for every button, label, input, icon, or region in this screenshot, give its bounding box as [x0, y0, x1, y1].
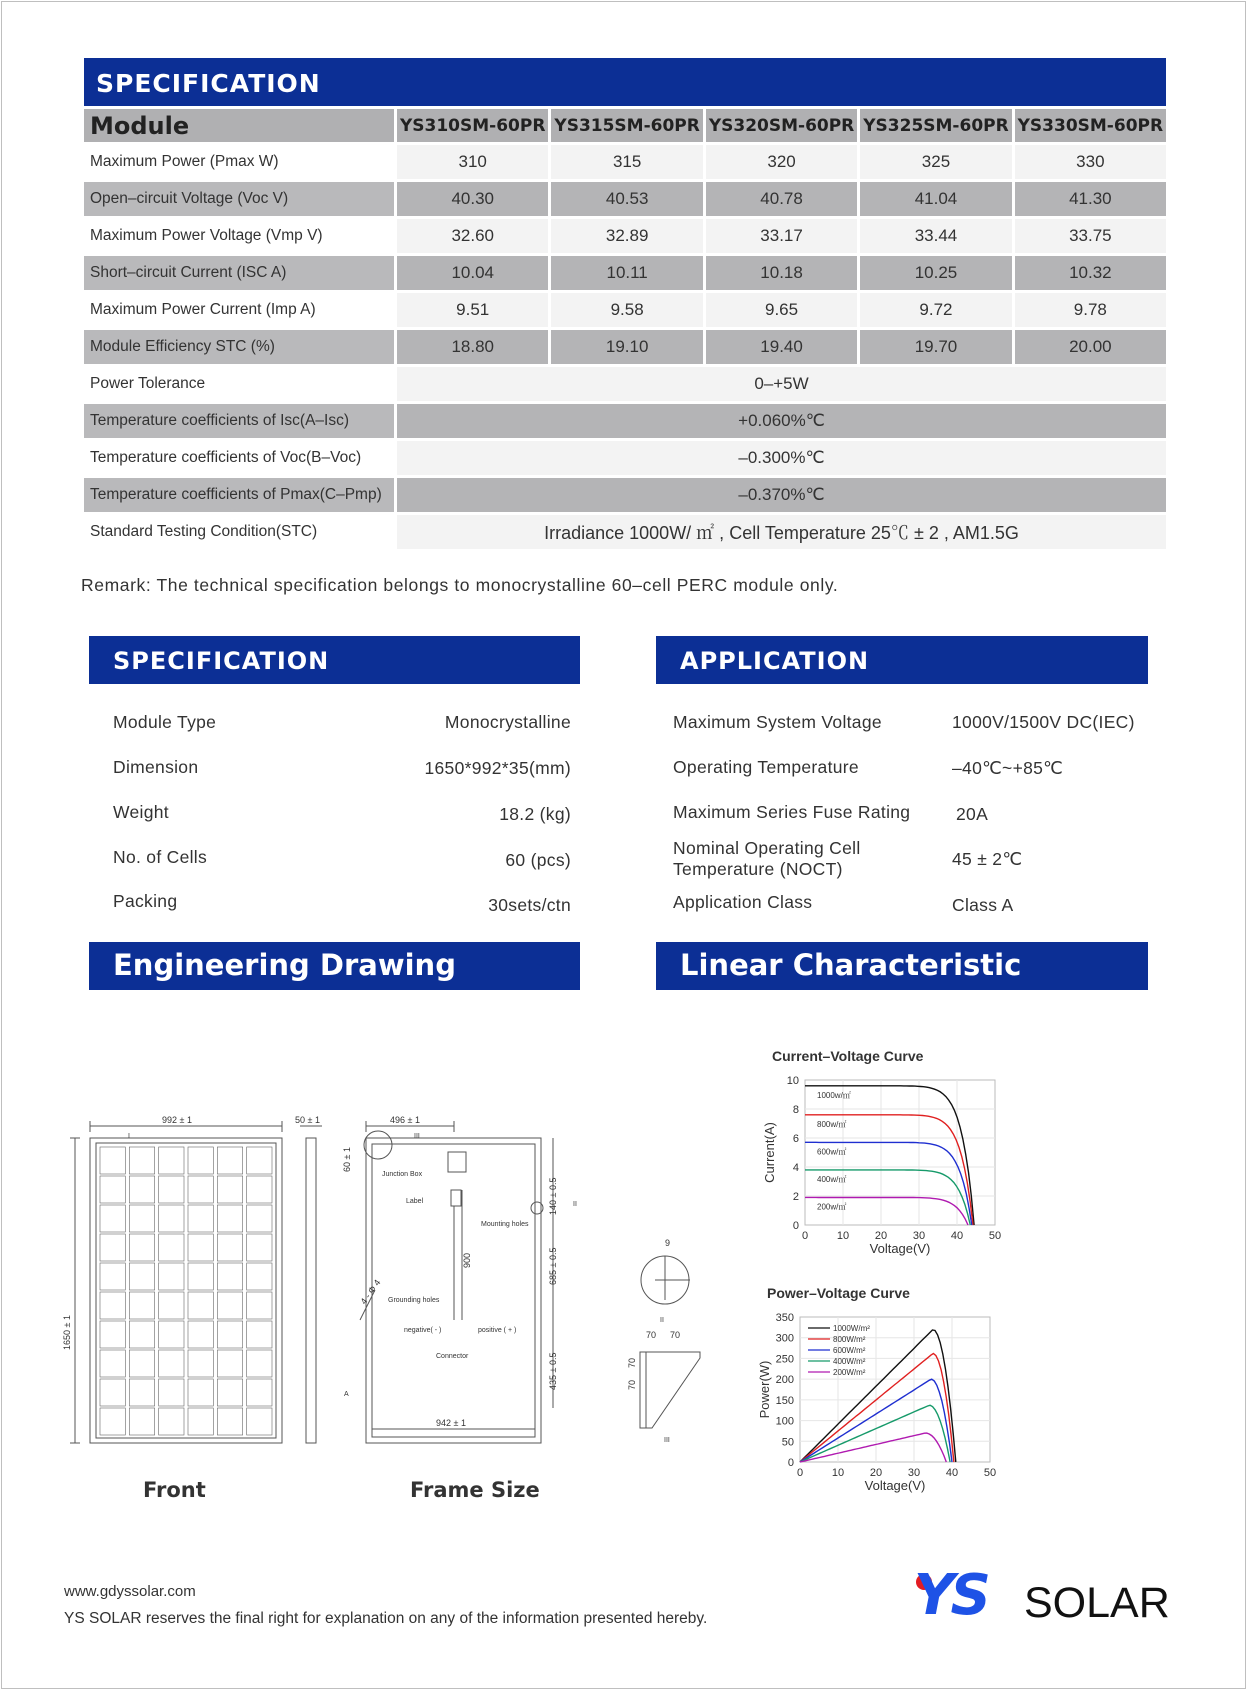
- cell: 10.11: [551, 256, 705, 293]
- cell: 41.30: [1015, 182, 1166, 219]
- solar-cell: [100, 1234, 125, 1261]
- solar-cell: [159, 1147, 184, 1174]
- cell: 9.58: [551, 293, 705, 330]
- engineering-drawing-header: Engineering Drawing: [89, 942, 580, 990]
- front-caption: Front: [143, 1478, 206, 1502]
- row-label: Short–circuit Current (ISC A): [84, 256, 397, 293]
- legend-label: 1000W/m²: [833, 1324, 870, 1333]
- solar-cell: [188, 1321, 213, 1348]
- y-axis-label: Current(A): [762, 1122, 777, 1183]
- solar-cell: [217, 1205, 242, 1232]
- y-tick-label: 0: [787, 1457, 794, 1469]
- label-shape: [451, 1190, 461, 1206]
- y-tick-label: 0: [792, 1220, 799, 1232]
- solar-cell: [217, 1176, 242, 1203]
- spec-value: Monocrystalline: [444, 712, 571, 732]
- cell: 10.32: [1015, 256, 1166, 293]
- merged-cell: +0.060%℃: [397, 404, 1166, 441]
- solar-cell: [129, 1379, 154, 1406]
- app-value: 45 ± 2℃: [952, 849, 1023, 869]
- row-label: Temperature coefficients of Pmax(C–Pmp): [84, 478, 397, 515]
- solar-cell: [100, 1408, 125, 1435]
- solar-cell: [159, 1350, 184, 1377]
- cell: 33.44: [860, 219, 1014, 256]
- height-dim-line: [70, 1138, 80, 1443]
- solar-cell: [100, 1176, 125, 1203]
- app-value: 20A: [956, 804, 989, 824]
- remark-text: Remark: The technical specification belongs to monocrystalline 60–cell PERC module only.: [81, 575, 839, 595]
- merged-cell: 0–+5W: [397, 367, 1166, 404]
- solar-cell: [217, 1321, 242, 1348]
- solar-cell: [100, 1350, 125, 1377]
- front-panel-outline: [90, 1138, 282, 1443]
- y-axis-label: Power(W): [757, 1360, 772, 1419]
- cell: 19.10: [551, 330, 705, 367]
- linear-characteristic-header: Linear Characteristic: [656, 942, 1148, 990]
- solar-cell: [129, 1408, 154, 1435]
- cell: 33.17: [706, 219, 860, 256]
- row-label: Module Efficiency STC (%): [84, 330, 397, 367]
- solar-cell: [217, 1234, 242, 1261]
- app-label-line2: Temperature (NOCT): [673, 859, 843, 879]
- cell: 325: [860, 145, 1014, 182]
- solar-cell: [129, 1234, 154, 1261]
- solar-cell: [129, 1350, 154, 1377]
- spec-label: Module Type: [113, 712, 217, 732]
- solar-cell: [247, 1292, 272, 1319]
- solar-cell: [100, 1263, 125, 1290]
- solar-cell: [247, 1263, 272, 1290]
- solar-cell: [217, 1147, 242, 1174]
- cell: 10.25: [860, 256, 1014, 293]
- y-tick-label: 150: [775, 1394, 794, 1407]
- solar-cell: [217, 1292, 242, 1319]
- solar-cell: [247, 1379, 272, 1406]
- logo-text: SOLAR: [1024, 1579, 1170, 1627]
- legend-label: 600W/m²: [833, 1346, 866, 1355]
- solar-cell: [100, 1147, 125, 1174]
- cell: 33.75: [1015, 219, 1166, 256]
- table-row: [84, 367, 1166, 404]
- table-row: [84, 515, 1166, 552]
- detail-circle-iii: [364, 1131, 392, 1159]
- solar-cell: [159, 1292, 184, 1319]
- solar-cell: [159, 1321, 184, 1348]
- solar-cell: [217, 1379, 242, 1406]
- application-section-header: APPLICATION: [656, 636, 1148, 684]
- series-label: 400w/㎡: [817, 1174, 847, 1184]
- x-tick-label: 50: [983, 1467, 997, 1479]
- cell: 9.78: [1015, 293, 1166, 330]
- app-label: Maximum Series Fuse Rating: [673, 802, 911, 822]
- spec-label: No. of Cells: [113, 847, 208, 867]
- solar-cell: [100, 1321, 125, 1348]
- x-tick-label: 10: [831, 1467, 845, 1479]
- solar-cell: [100, 1292, 125, 1319]
- cell: 41.04: [860, 182, 1014, 219]
- cell: 18.80: [397, 330, 551, 367]
- cell: 9.65: [706, 293, 860, 330]
- app-label: Operating Temperature: [673, 757, 859, 777]
- spec-value: 18.2 (kg): [499, 804, 571, 824]
- legend-label: 400W/m²: [833, 1357, 866, 1366]
- dim-140: 140 ± 0.5: [548, 1177, 558, 1215]
- spec-value: 30sets/ctn: [488, 895, 571, 915]
- y-tick-label: 50: [781, 1436, 794, 1449]
- table-row: [84, 478, 1166, 515]
- depth-dim: 50 ± 1: [295, 1115, 320, 1125]
- dim-685: 685 ± 0.5: [548, 1247, 558, 1285]
- spec-label: Dimension: [113, 757, 199, 777]
- dim-900: 900: [462, 1252, 472, 1268]
- app-value: –40℃~+85℃: [952, 758, 1064, 778]
- ys-solar-logo: [912, 1563, 1182, 1632]
- app-label: Nominal Operating Cell: [673, 838, 861, 858]
- solar-cell: [159, 1176, 184, 1203]
- y-tick-label: 10: [786, 1075, 799, 1087]
- mounting-holes-label: Mounting holes: [481, 1221, 529, 1228]
- y-tick-label: 300: [775, 1332, 794, 1345]
- solar-cell: [129, 1176, 154, 1203]
- solar-cell: [247, 1234, 272, 1261]
- solar-cell: [129, 1205, 154, 1232]
- x-tick-label: 40: [950, 1230, 964, 1242]
- footer-url: www.gdyssolar.com: [64, 1583, 196, 1600]
- solar-cell: [247, 1176, 272, 1203]
- cell-grid: [100, 1147, 272, 1435]
- half-width-dim-text: 496 ± 1: [390, 1115, 420, 1125]
- cell: 9.51: [397, 293, 551, 330]
- dim-435: 435 ± 0.5: [548, 1352, 558, 1390]
- x-tick-label: 40: [945, 1467, 959, 1479]
- x-tick-label: 10: [836, 1230, 850, 1242]
- cell: 32.89: [551, 219, 705, 256]
- cell: 320: [706, 145, 860, 182]
- cell: 40.78: [706, 182, 860, 219]
- cell: 315: [551, 145, 705, 182]
- x-tick-label: 30: [912, 1230, 926, 1242]
- series-line: [800, 1354, 954, 1463]
- spec-label: Weight: [113, 802, 169, 822]
- solar-cell: [247, 1350, 272, 1377]
- spec-section-header: SPECIFICATION: [89, 636, 580, 684]
- front-panel-inner: [96, 1143, 276, 1438]
- cell: 40.53: [551, 182, 705, 219]
- app-label: Maximum System Voltage: [673, 712, 882, 732]
- y-tick-label: 2: [792, 1191, 799, 1203]
- spec-table-header: SPECIFICATION: [84, 58, 1166, 106]
- module-label: Module: [84, 109, 397, 145]
- solar-cell: [247, 1147, 272, 1174]
- solar-cell: [100, 1205, 125, 1232]
- detail-iii-caption: III: [664, 1437, 670, 1444]
- merged-cell: Irradiance 1000W/ ㎡ , Cell Temperature 25℃ ± 2 , AM1.5G: [397, 515, 1166, 552]
- solar-cell: [129, 1292, 154, 1319]
- solar-cell: [129, 1147, 154, 1174]
- series-label: 600w/㎡: [817, 1147, 847, 1157]
- legend-label: 800W/m²: [833, 1335, 866, 1344]
- cell: 330: [1015, 145, 1166, 182]
- x-tick-label: 20: [874, 1230, 888, 1242]
- table-row: [84, 219, 1166, 256]
- solar-cell: [159, 1408, 184, 1435]
- y-tick-label: 4: [792, 1162, 799, 1174]
- x-tick-label: 30: [907, 1467, 921, 1479]
- table-row: [84, 145, 1166, 182]
- detail-marker-ii: II: [573, 1201, 577, 1208]
- solar-cell: [188, 1408, 213, 1435]
- row-label: Maximum Power Voltage (Vmp V): [84, 219, 397, 256]
- table-header-row: [84, 109, 1166, 145]
- model-col-4: YS325SM-60PR: [860, 109, 1014, 145]
- cell: 19.40: [706, 330, 860, 367]
- table-row: [84, 330, 1166, 367]
- cell: 19.70: [860, 330, 1014, 367]
- frame-size-caption: Frame Size: [410, 1478, 540, 1502]
- row-label: Standard Testing Condition(STC): [84, 515, 397, 552]
- solar-cell: [129, 1321, 154, 1348]
- cell: 10.04: [397, 256, 551, 293]
- series-label: 1000w/㎡: [817, 1090, 851, 1100]
- merged-cell: –0.300%℃: [397, 441, 1166, 478]
- spec-value: 60 (pcs): [505, 850, 571, 870]
- y-tick-label: 100: [775, 1415, 794, 1428]
- row-label: Temperature coefficients of Isc(A–Isc): [84, 404, 397, 441]
- negative-label: negative( - ): [404, 1327, 442, 1334]
- offset-dim: 60 ± 1: [342, 1147, 352, 1172]
- series-label: 200w/㎡: [817, 1202, 847, 1212]
- x-tick-label: 50: [988, 1230, 1002, 1242]
- y-tick-label: 250: [775, 1353, 794, 1366]
- series-label: 800w/㎡: [817, 1119, 847, 1129]
- solar-cell: [217, 1263, 242, 1290]
- solar-cell: [188, 1379, 213, 1406]
- detail-ii-dim: 9: [665, 1238, 671, 1248]
- cell: 20.00: [1015, 330, 1166, 367]
- section-marker-a: A: [344, 1391, 349, 1398]
- x-axis-label: Voltage(V): [869, 1241, 931, 1256]
- solar-cell: [188, 1205, 213, 1232]
- cell: 10.18: [706, 256, 860, 293]
- detail-marker-iii: III: [414, 1133, 420, 1140]
- solar-cell: [217, 1350, 242, 1377]
- table-row: [84, 441, 1166, 478]
- cell: 40.30: [397, 182, 551, 219]
- x-tick-label: 0: [801, 1230, 809, 1242]
- height-dim: 1650 ± 1: [62, 1315, 72, 1350]
- spec-value: 1650*992*35(mm): [424, 758, 571, 778]
- merged-cell: –0.370%℃: [397, 478, 1166, 515]
- detail-iii-dim-b: 70: [670, 1330, 681, 1340]
- y-tick-label: 200: [775, 1374, 794, 1387]
- width-dim: 992 ± 1: [162, 1115, 192, 1125]
- y-tick-label: 6: [792, 1133, 799, 1145]
- solar-cell: [247, 1321, 272, 1348]
- detail-iii-dim-d: 70: [627, 1357, 637, 1368]
- app-label: Application Class: [673, 892, 813, 912]
- side-profile: [306, 1138, 316, 1443]
- detail-iii-dim-c: 70: [627, 1379, 637, 1390]
- footer-disclaimer: YS SOLAR reserves the final right for explanation on any of the information presented hereby.: [64, 1610, 708, 1627]
- solar-cell: [159, 1263, 184, 1290]
- solar-cell: [188, 1176, 213, 1203]
- legend-label: 200W/m²: [833, 1368, 866, 1377]
- table-row: [84, 293, 1166, 330]
- cell: 9.72: [860, 293, 1014, 330]
- hole-dim: 4 - Φ 4: [358, 1277, 383, 1307]
- solar-cell: [247, 1205, 272, 1232]
- positive-label: positive ( + ): [478, 1327, 517, 1334]
- table-row: [84, 182, 1166, 219]
- row-label: Maximum Power (Pmax W): [84, 145, 397, 182]
- solar-cell: [188, 1234, 213, 1261]
- app-value: Class A: [952, 895, 1014, 915]
- detail-marker-i: I: [128, 1133, 130, 1140]
- junction-box-shape: [448, 1152, 466, 1172]
- y-tick-label: 8: [792, 1104, 799, 1116]
- grounding-holes-label: Grounding holes: [388, 1297, 440, 1304]
- cell: 32.60: [397, 219, 551, 256]
- connector-label: Connector: [436, 1353, 469, 1360]
- row-label: Power Tolerance: [84, 367, 397, 404]
- row-label: Maximum Power Current (Imp A): [84, 293, 397, 330]
- solar-cell: [188, 1350, 213, 1377]
- model-col-2: YS315SM-60PR: [551, 109, 705, 145]
- solar-cell: [217, 1408, 242, 1435]
- solar-cell: [188, 1147, 213, 1174]
- solar-cell: [247, 1408, 272, 1435]
- x-axis-label: Voltage(V): [864, 1478, 926, 1493]
- label-label: Label: [406, 1198, 424, 1205]
- iv-chart: [760, 1045, 1060, 1280]
- row-label: Open–circuit Voltage (Voc V): [84, 182, 397, 219]
- model-col-1: YS310SM-60PR: [397, 109, 551, 145]
- cable-lines: [454, 1190, 462, 1320]
- logo-mark: YS: [914, 1563, 987, 1628]
- solar-cell: [100, 1379, 125, 1406]
- spec-label: Packing: [113, 891, 178, 911]
- dim-942: 942 ± 1: [436, 1418, 466, 1428]
- spec-table: [84, 109, 1166, 552]
- solar-cell: [188, 1263, 213, 1290]
- detail-iii-dim-a: 70: [646, 1330, 657, 1340]
- detail-ii-caption: II: [660, 1317, 664, 1324]
- solar-cell: [159, 1379, 184, 1406]
- row-label: Temperature coefficients of Voc(B–Voc): [84, 441, 397, 478]
- solar-cell: [159, 1205, 184, 1232]
- x-tick-label: 0: [796, 1467, 804, 1479]
- detail-iii-profile: [640, 1352, 700, 1428]
- pv-chart: [755, 1282, 1060, 1517]
- engineering-drawing: [0, 1090, 720, 1480]
- table-row: [84, 256, 1166, 293]
- solar-cell: [159, 1234, 184, 1261]
- chart-title: Current–Voltage Curve: [772, 1048, 924, 1064]
- model-col-5: YS330SM-60PR: [1015, 109, 1166, 145]
- x-tick-label: 20: [869, 1467, 883, 1479]
- y-tick-label: 350: [775, 1312, 794, 1324]
- solar-cell: [188, 1292, 213, 1319]
- chart-title: Power–Voltage Curve: [767, 1285, 910, 1301]
- junction-box-label: Junction Box: [382, 1171, 423, 1178]
- cell: 310: [397, 145, 551, 182]
- app-value: 1000V/1500V DC(IEC): [952, 712, 1135, 732]
- model-col-3: YS320SM-60PR: [706, 109, 860, 145]
- solar-cell: [129, 1263, 154, 1290]
- table-row: [84, 404, 1166, 441]
